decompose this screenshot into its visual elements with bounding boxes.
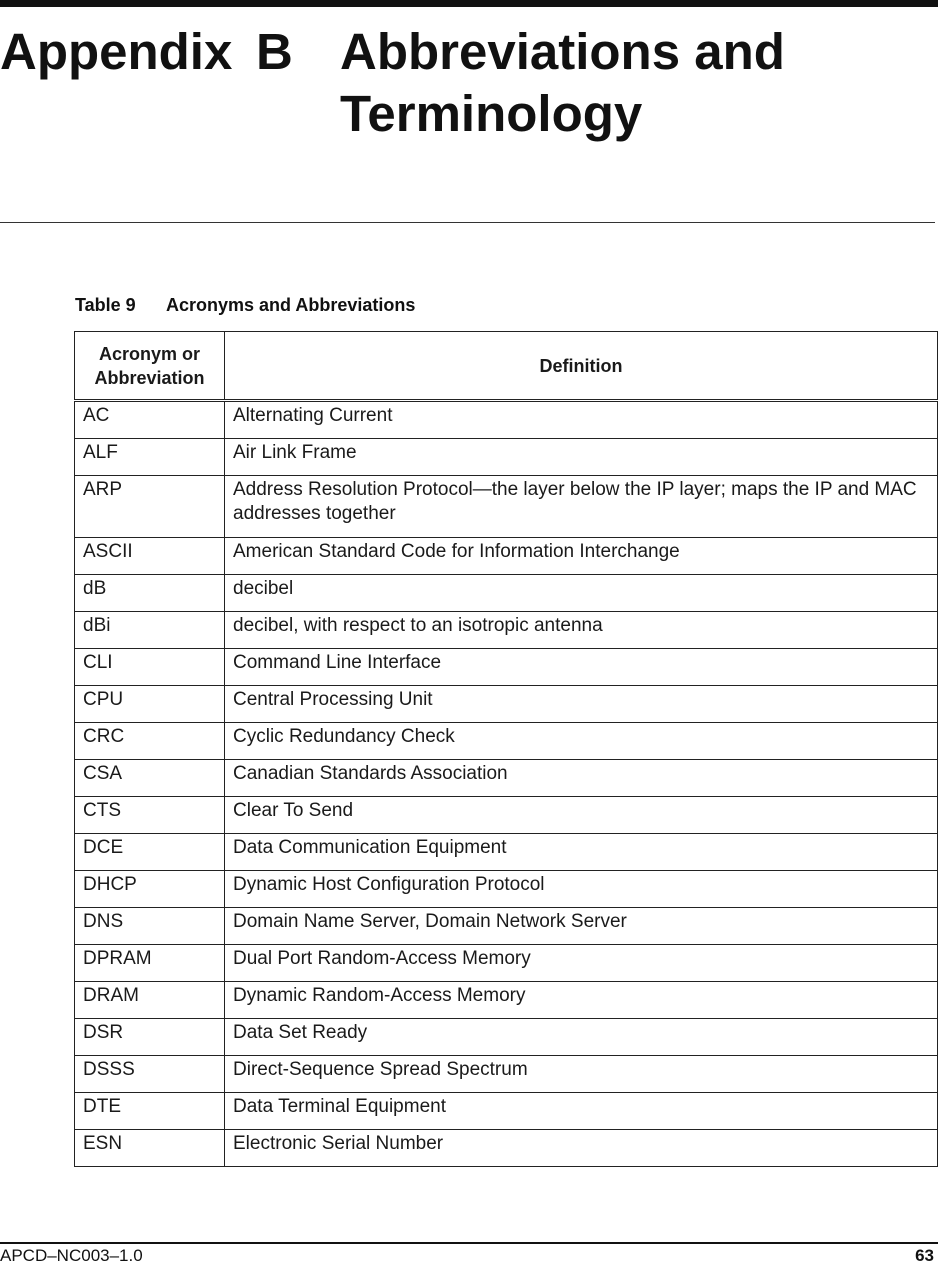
table-row [75,834,938,871]
table-body [75,401,938,1167]
acronym-cell: DTE [75,1093,225,1130]
footer-page-number: 63 [915,1246,934,1265]
table-row [75,908,938,945]
definition-cell: American Standard Code for Information Interchange [225,538,938,575]
table-row [75,538,938,575]
definition-cell: Cyclic Redundancy Check [225,723,938,760]
footer-doc-id: APCD–NC003–1.0 [0,1246,143,1265]
definition-cell: Dynamic Host Configuration Protocol [225,871,938,908]
acronym-cell: dBi [75,612,225,649]
footer-rule [0,1242,938,1244]
table-row [75,1093,938,1130]
acronym-cell: CLI [75,649,225,686]
acronyms-table [74,331,938,1167]
chapter-title-line2: Terminology [340,85,643,142]
title-divider [0,222,935,223]
acronym-cell: DSSS [75,1056,225,1093]
definition-cell: Electronic Serial Number [225,1130,938,1167]
header-acronym-line2: Abbreviation [94,367,205,388]
table-row [75,686,938,723]
definition-cell: Air Link Frame [225,439,938,476]
definition-cell: Address Resolution Protocol—the layer below the IP layer; maps the IP and MAC addresses together [225,476,938,538]
table-row [75,723,938,760]
header-acronym [75,332,225,401]
acronym-cell: DHCP [75,871,225,908]
top-rule [0,0,938,7]
definition-cell: Alternating Current [225,401,938,439]
definition-cell: decibel, with respect to an isotropic antenna [225,612,938,649]
definition-cell: Direct-Sequence Spread Spectrum [225,1056,938,1093]
table-row [75,476,938,538]
table-row [75,797,938,834]
table-row [75,760,938,797]
definition-cell: Domain Name Server, Domain Network Server [225,908,938,945]
chapter-letter: B [256,23,293,80]
definition-cell: Canadian Standards Association [225,760,938,797]
table-row [75,982,938,1019]
definition-cell: decibel [225,575,938,612]
acronym-cell: AC [75,401,225,439]
table-row [75,871,938,908]
chapter-label: Appendix [0,23,233,80]
chapter-title-line1: Abbreviations and [340,23,785,80]
table-row [75,401,938,439]
definition-cell: Dynamic Random-Access Memory [225,982,938,1019]
table-caption-title: Acronyms and Abbreviations [166,295,416,315]
acronym-cell: CRC [75,723,225,760]
definition-cell: Data Communication Equipment [225,834,938,871]
table-row [75,612,938,649]
acronym-cell: DPRAM [75,945,225,982]
acronym-cell: ARP [75,476,225,538]
definition-cell: Central Processing Unit [225,686,938,723]
header-acronym-line1: Acronym or [98,343,201,364]
table-row [75,945,938,982]
acronym-cell: dB [75,575,225,612]
acronym-cell: DRAM [75,982,225,1019]
acronym-cell: ESN [75,1130,225,1167]
table-row [75,1019,938,1056]
definition-cell: Dual Port Random-Access Memory [225,945,938,982]
table-caption [75,294,415,316]
acronym-cell: DCE [75,834,225,871]
table-row [75,1130,938,1167]
acronym-cell: CPU [75,686,225,723]
table-caption-label: Table 9 [75,295,136,315]
definition-cell: Clear To Send [225,797,938,834]
definition-cell: Data Set Ready [225,1019,938,1056]
table-row [75,1056,938,1093]
header-definition: Definition [225,332,938,401]
acronym-cell: DNS [75,908,225,945]
table-row [75,575,938,612]
table-row [75,649,938,686]
definition-cell: Command Line Interface [225,649,938,686]
definition-cell: Data Terminal Equipment [225,1093,938,1130]
acronym-cell: DSR [75,1019,225,1056]
acronym-cell: ALF [75,439,225,476]
table-row [75,439,938,476]
acronym-cell: CSA [75,760,225,797]
acronym-cell: CTS [75,797,225,834]
acronym-cell: ASCII [75,538,225,575]
table-header-row [75,332,938,401]
